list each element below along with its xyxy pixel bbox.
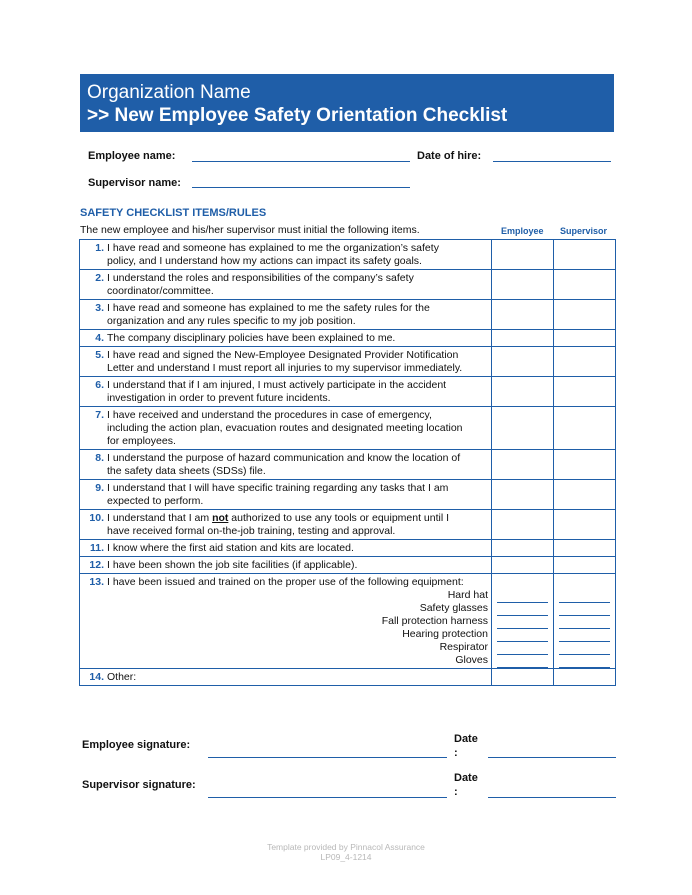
equipment-item: Gloves	[455, 654, 488, 666]
item-text-part: I understand that I am	[107, 512, 213, 524]
item-number: 4.	[95, 332, 104, 344]
employee-initial-cell[interactable]	[492, 540, 554, 557]
item-description	[107, 272, 487, 298]
employee-equipment-initial-line[interactable]	[497, 655, 548, 668]
equipment-item: Hard hat	[447, 589, 488, 601]
checklist-item-text	[80, 300, 492, 330]
employee-initial-cell[interactable]	[492, 450, 554, 480]
supervisor-initial-cell[interactable]	[554, 480, 616, 510]
supervisor-name-field[interactable]	[192, 187, 410, 188]
checklist-item-text	[80, 540, 492, 557]
date-word: Date	[454, 772, 478, 784]
checklist-row	[80, 510, 616, 540]
checklist-row	[80, 347, 616, 377]
item-number: 3.	[95, 302, 104, 314]
supervisor-equipment-initial-line[interactable]	[559, 642, 610, 655]
item-line: have received formal on-the-job training, testing and approval.	[107, 525, 396, 537]
item-description	[107, 542, 487, 555]
employee-initial-cell[interactable]	[492, 574, 554, 669]
checklist-item-text	[80, 480, 492, 510]
date-of-hire-label: Date of hire:	[417, 150, 482, 162]
equipment-item: Safety glasses	[419, 602, 488, 614]
page-title: >> New Employee Safety Orientation Checklist	[87, 105, 508, 126]
item-line: coordinator/committee.	[107, 285, 214, 297]
footer-credit: Template provided by Pinnacol Assurance	[267, 842, 425, 852]
checklist-row	[80, 270, 616, 300]
item-number: 8.	[95, 452, 104, 464]
supervisor-equipment-initial-line[interactable]	[559, 629, 610, 642]
employee-initial-cell[interactable]	[492, 330, 554, 347]
item-line: policy, and I understand how my actions can impact its safety goals.	[107, 255, 422, 267]
employee-initial-cell[interactable]	[492, 377, 554, 407]
employee-equipment-initial-line[interactable]	[497, 642, 548, 655]
checklist-item-text	[80, 510, 492, 540]
equipment-item: Fall protection harness	[381, 615, 488, 627]
employee-signature-label: Employee signature:	[82, 739, 191, 751]
item-description	[107, 332, 487, 345]
supervisor-equipment-initial-line[interactable]	[559, 590, 610, 603]
item-line: The company disciplinary policies have been explained to me.	[107, 332, 396, 344]
supervisor-date-field[interactable]	[488, 797, 616, 798]
supervisor-initial-cell[interactable]	[554, 240, 616, 270]
date-of-hire-field[interactable]	[493, 161, 611, 162]
supervisor-initial-cell[interactable]	[554, 450, 616, 480]
checklist-row	[80, 300, 616, 330]
checklist-row	[80, 377, 616, 407]
supervisor-initial-cell[interactable]	[554, 270, 616, 300]
date-colon: :	[454, 786, 458, 798]
item-number: 13.	[89, 576, 104, 588]
employee-equipment-initial-line[interactable]	[497, 629, 548, 642]
checklist-row	[80, 240, 616, 270]
checklist-item-text	[80, 240, 492, 270]
employee-initial-cell[interactable]	[492, 480, 554, 510]
checklist-row	[80, 330, 616, 347]
supervisor-initial-cell[interactable]	[554, 574, 616, 669]
employee-equipment-initial-line[interactable]	[497, 590, 548, 603]
header-band	[80, 74, 614, 132]
item-text-part: authorized to use any tools or equipment until I	[228, 512, 450, 524]
checklist-item-text	[80, 669, 492, 686]
supervisor-initial-cell[interactable]	[554, 407, 616, 450]
item-description	[107, 559, 487, 572]
checklist-item-text	[80, 347, 492, 377]
employee-initial-cell[interactable]	[492, 270, 554, 300]
item-number: 6.	[95, 379, 104, 391]
supervisor-initial-cell[interactable]	[554, 300, 616, 330]
supervisor-initial-cell[interactable]	[554, 330, 616, 347]
supervisor-equipment-initial-line[interactable]	[559, 655, 610, 668]
item-description	[107, 452, 487, 478]
checklist-row	[80, 574, 616, 669]
section-intro: The new employee and his/her supervisor must initial the following items.	[80, 224, 420, 236]
item-line: I understand the purpose of hazard communication and know the location of	[107, 452, 461, 464]
item-description	[107, 302, 487, 328]
organization-name: Organization Name	[87, 82, 251, 103]
item-line: investigation in order to prevent future incidents.	[107, 392, 331, 404]
employee-initial-cell[interactable]	[492, 510, 554, 540]
column-header-employee: Employee	[501, 226, 544, 236]
employee-initial-cell[interactable]	[492, 300, 554, 330]
employee-signature-field[interactable]	[208, 757, 447, 758]
item-description	[107, 349, 487, 375]
item-line: I understand that I will have specific training regarding any tasks that I am	[107, 482, 449, 494]
item-description	[107, 512, 487, 538]
item-line: for employees.	[107, 435, 176, 447]
supervisor-initial-cell[interactable]	[554, 669, 616, 686]
employee-initial-cell[interactable]	[492, 669, 554, 686]
supervisor-date-label	[454, 771, 478, 799]
employee-name-label: Employee name:	[88, 150, 176, 162]
equipment-list	[83, 589, 488, 667]
item-number: 14.	[89, 671, 104, 683]
item-number: 5.	[95, 349, 104, 361]
item-description	[107, 242, 487, 268]
supervisor-equipment-initial-line[interactable]	[559, 616, 610, 629]
checklist-item-text	[80, 377, 492, 407]
employee-initial-cell[interactable]	[492, 557, 554, 574]
item-text-emphasis: not	[212, 512, 229, 524]
item-number: 11.	[89, 542, 104, 554]
checklist-row	[80, 480, 616, 510]
item-line: I have read and someone has explained to me the organization’s safety	[107, 242, 439, 254]
checklist-row	[80, 407, 616, 450]
supervisor-equipment-initial-line[interactable]	[559, 603, 610, 616]
equipment-item: Respirator	[439, 641, 488, 653]
item-line: I have received and understand the procedures in case of emergency,	[107, 409, 432, 421]
supervisor-signature-field[interactable]	[208, 797, 447, 798]
item-line: I know where the first aid station and kits are located.	[107, 542, 354, 554]
checklist-item-text	[80, 270, 492, 300]
item-line: expected to perform.	[107, 495, 204, 507]
supervisor-initial-cell[interactable]	[554, 377, 616, 407]
item-number: 9.	[95, 482, 104, 494]
item-description	[107, 671, 487, 684]
item-line: I understand that if I am injured, I must actively participate in the accident	[107, 379, 447, 391]
footer-code: LP09_4-1214	[320, 852, 372, 862]
item-description	[107, 409, 487, 448]
supervisor-name-label: Supervisor name:	[88, 177, 181, 189]
supervisor-initial-cell[interactable]	[554, 540, 616, 557]
checklist-row	[80, 450, 616, 480]
supervisor-initial-cell[interactable]	[554, 510, 616, 540]
item-line: I have been issued and trained on the proper use of the following equipment:	[107, 576, 464, 588]
employee-equipment-initial-line[interactable]	[497, 603, 548, 616]
item-number: 1.	[95, 242, 104, 254]
item-line: I understand the roles and responsibilities of the company’s safety	[107, 272, 414, 284]
item-description	[107, 379, 487, 405]
checklist-item-text	[80, 450, 492, 480]
employee-date-label	[454, 732, 478, 760]
item-line: including the action plan, evacuation routes and designated meeting location	[107, 422, 463, 434]
checklist-item-text	[80, 330, 492, 347]
date-colon: :	[454, 747, 458, 759]
employee-name-field[interactable]	[192, 161, 410, 162]
checklist-row	[80, 540, 616, 557]
employee-initial-cell[interactable]	[492, 240, 554, 270]
employee-initial-cell[interactable]	[492, 347, 554, 377]
item-line	[107, 512, 487, 525]
equipment-item: Hearing protection	[402, 628, 488, 640]
item-number: 2.	[95, 272, 104, 284]
item-line: the safety data sheets (SDSs) file.	[107, 465, 266, 477]
checklist-row	[80, 669, 616, 686]
checklist-row	[80, 557, 616, 574]
item-description	[107, 482, 487, 508]
checklist-item-text	[80, 574, 492, 669]
item-line: Letter and understand I must report all injuries to my supervisor immediately.	[107, 362, 463, 374]
item-number: 12.	[89, 559, 104, 571]
checklist-table	[79, 239, 616, 686]
item-line: Other:	[107, 671, 137, 683]
date-word: Date	[454, 733, 478, 745]
item-line: I have read and someone has explained to me the safety rules for the	[107, 302, 430, 314]
employee-date-field[interactable]	[488, 757, 616, 758]
section-heading: SAFETY CHECKLIST ITEMS/RULES	[80, 207, 267, 219]
supervisor-initial-cell[interactable]	[554, 557, 616, 574]
item-number: 10.	[89, 512, 104, 524]
item-line: I have been shown the job site facilities (if applicable).	[107, 559, 358, 571]
checklist-item-text	[80, 407, 492, 450]
column-header-supervisor: Supervisor	[560, 226, 608, 236]
checklist-item-text	[80, 557, 492, 574]
supervisor-initial-cell[interactable]	[554, 347, 616, 377]
employee-initial-cell[interactable]	[492, 407, 554, 450]
employee-equipment-initial-line[interactable]	[497, 616, 548, 629]
item-number: 7.	[95, 409, 104, 421]
item-line: I have read and signed the New-Employee Designated Provider Notification	[107, 349, 459, 361]
item-line: organization and any rules specific to my job position.	[107, 315, 356, 327]
supervisor-signature-label: Supervisor signature:	[82, 779, 196, 791]
item-description	[107, 576, 487, 589]
